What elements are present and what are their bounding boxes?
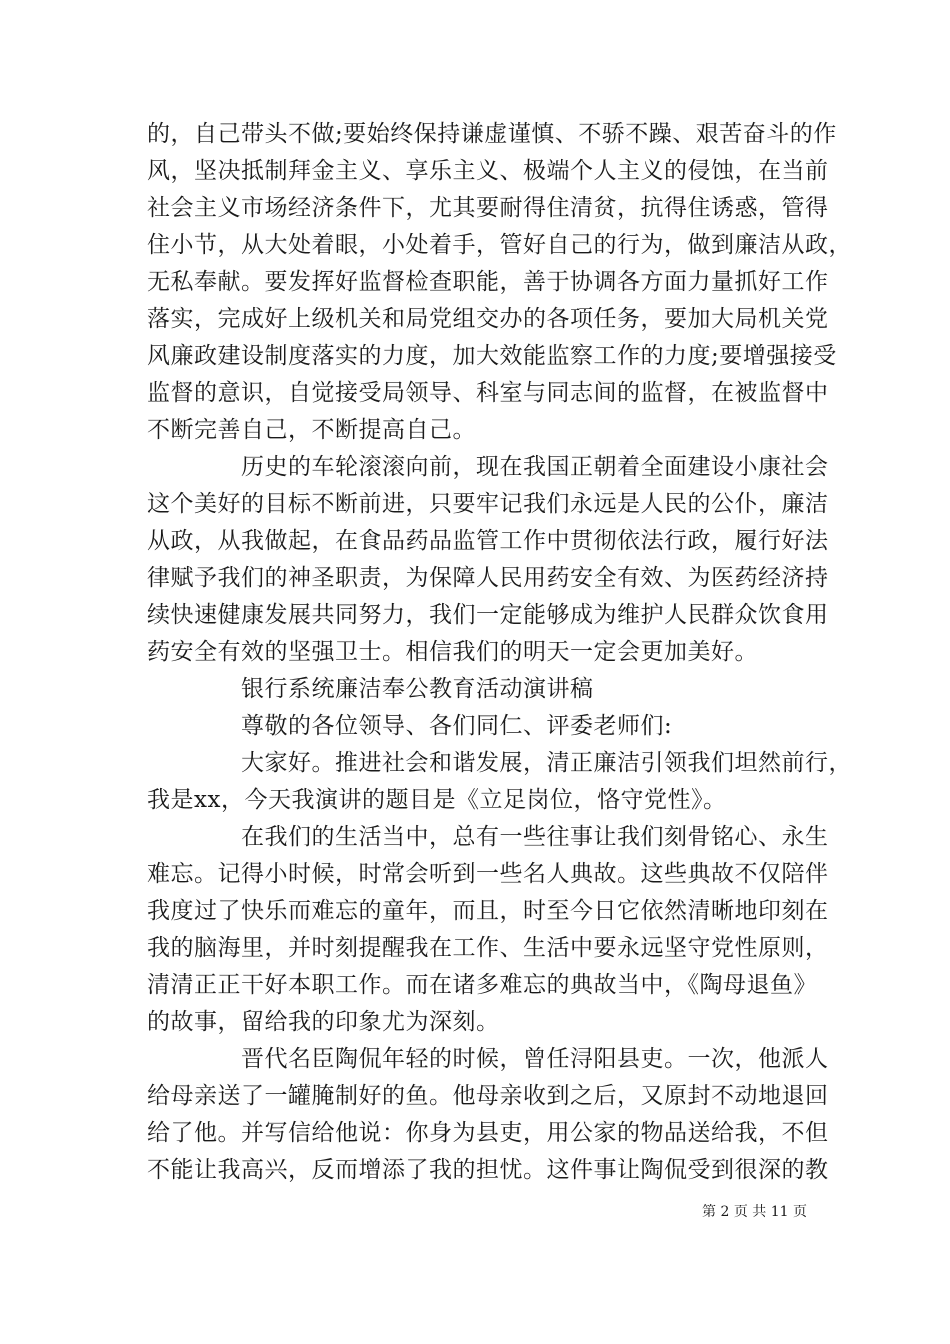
text-line: 给母亲送了一罐腌制好的鱼。他母亲收到之后，又原封不动地退回 [147, 1083, 829, 1109]
text-line: 风廉政建设制度落实的力度，加大效能监察工作的力度;要增强接受 [147, 343, 837, 369]
text-line: 律赋予我们的神圣职责，为保障人民用药安全有效、为医药经济持 [147, 565, 829, 591]
text-line: 的故事，留给我的印象尤为深刻。 [147, 1009, 500, 1035]
text-line: 难忘。记得小时候，时常会听到一些名人典故。这些典故不仅陪伴 [147, 861, 829, 887]
text-line: 尊敬的各位领导、各们同仁、评委老师们: [241, 713, 673, 739]
text-line: 银行系统廉洁奉公教育活动演讲稿 [241, 676, 594, 702]
text-line: 大家好。推进社会和谐发展，清正廉洁引领我们坦然前行， [241, 750, 852, 776]
page-indicator: 第 2 页 共 11 页 [702, 1204, 807, 1220]
text-line: 不能让我高兴，反而增添了我的担忧。这件事让陶侃受到很深的教 [147, 1157, 829, 1183]
text-line: 从政，从我做起，在食品药品监管工作中贯彻依法行政，履行好法 [147, 528, 829, 554]
text-line: 给了他。并写信给他说：你身为县吏，用公家的物品送给我，不但 [147, 1120, 829, 1146]
text-line: 风，坚决抵制拜金主义、享乐主义、极端个人主义的侵蚀，在当前 [147, 158, 829, 184]
text-line: 住小节，从大处着眼，小处着手，管好自己的行为，做到廉洁从政， [147, 232, 852, 258]
text-line: 清清正正干好本职工作。而在诸多难忘的典故当中，《陶母退鱼》 [147, 972, 817, 998]
text-line: 不断完善自己，不断提高自己。 [147, 417, 476, 443]
text-line: 在我们的生活当中，总有一些往事让我们刻骨铭心、永生 [241, 824, 829, 850]
text-line: 的，自己带头不做;要始终保持谦虚谨慎、不骄不躁、艰苦奋斗的作 [147, 121, 837, 147]
text-line: 监督的意识，自觉接受局领导、科室与同志间的监督，在被监督中 [147, 380, 829, 406]
text-line: 我的脑海里，并时刻提醒我在工作、生活中要永远坚守党性原则， [147, 935, 829, 961]
text-line: 社会主义市场经济条件下，尤其要耐得住清贫，抗得住诱惑，管得 [147, 195, 829, 221]
document-body [147, 116, 852, 1189]
text-line: 我是xx，今天我演讲的题目是《立足岗位，恪守党性》。 [147, 787, 727, 813]
text-line: 续快速健康发展共同努力，我们一定能够成为维护人民群众饮食用 [147, 602, 829, 628]
text-line: 这个美好的目标不断前进，只要牢记我们永远是人民的公仆，廉洁 [147, 491, 829, 517]
text-line: 药安全有效的坚强卫士。相信我们的明天一定会更加美好。 [147, 639, 758, 665]
text-line: 晋代名臣陶侃年轻的时候，曾任浔阳县吏。一次，他派人 [241, 1046, 829, 1072]
text-line: 落实，完成好上级机关和局党组交办的各项任务，要加大局机关党 [147, 306, 829, 332]
text-line: 无私奉献。要发挥好监督检查职能，善于协调各方面力量抓好工作 [147, 269, 829, 295]
text-line: 历史的车轮滚滚向前，现在我国正朝着全面建设小康社会 [241, 454, 829, 480]
text-line: 我度过了快乐而难忘的童年，而且，时至今日它依然清晰地印刻在 [147, 898, 829, 924]
